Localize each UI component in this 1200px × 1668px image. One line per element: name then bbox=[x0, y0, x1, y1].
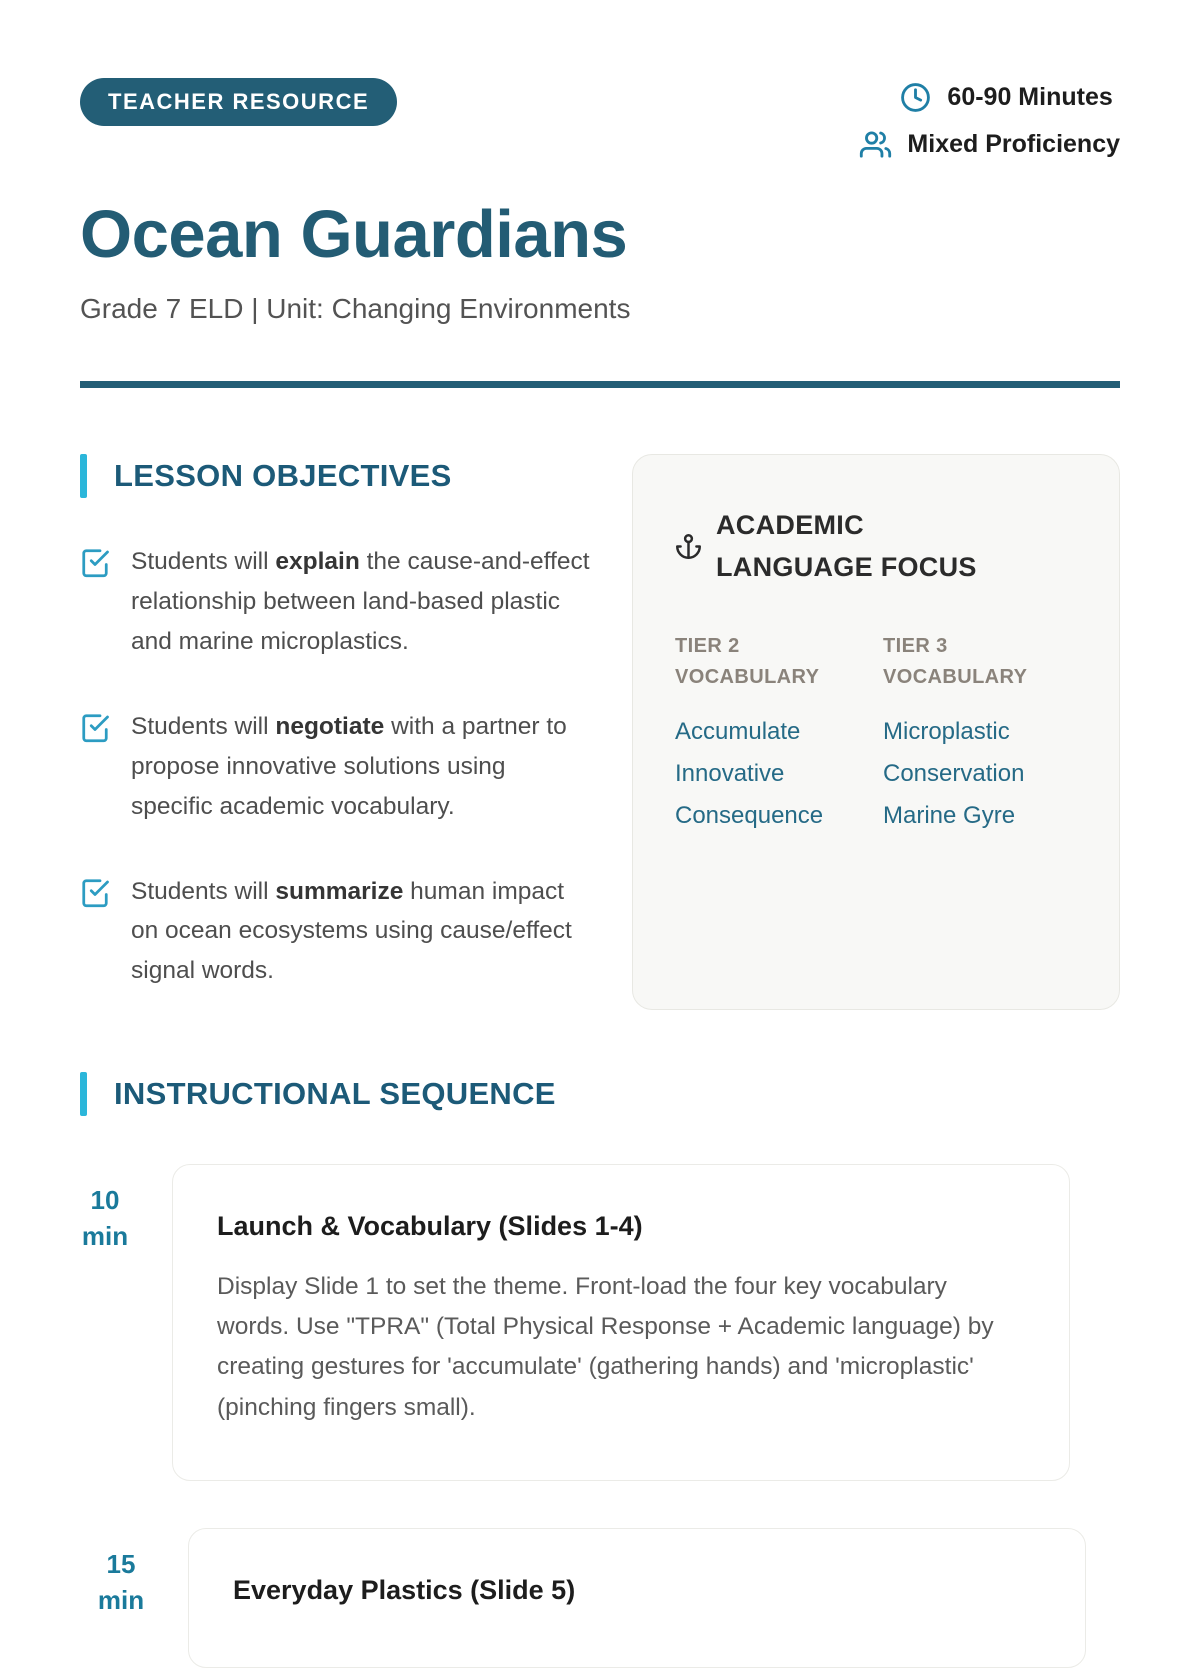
resource-type-badge: TEACHER RESOURCE bbox=[80, 78, 397, 126]
tier3-column bbox=[883, 631, 1077, 830]
objective-text bbox=[131, 542, 592, 662]
vocab-word: Consequence bbox=[675, 801, 824, 829]
objective-text-pre: Students will bbox=[131, 712, 276, 740]
objective-text bbox=[131, 707, 592, 827]
users-icon bbox=[860, 129, 891, 160]
objective-verb: explain bbox=[275, 548, 360, 575]
step-title: Launch & Vocabulary (Slides 1-4) bbox=[217, 1211, 643, 1241]
vocab-word: Marine Gyre bbox=[883, 801, 1016, 829]
objectives-heading bbox=[80, 454, 592, 498]
step-card bbox=[172, 1164, 1070, 1481]
tier2-label: TIER 2 VOCABULARY bbox=[675, 634, 820, 688]
objective-text-post: with a partner to propose innovative solutions using specific academic vocabulary. bbox=[131, 712, 567, 820]
check-square-icon bbox=[80, 712, 110, 742]
sequence-steps bbox=[80, 1164, 1120, 1668]
step-duration-value: 10 bbox=[90, 1185, 120, 1215]
step-duration bbox=[96, 1546, 146, 1668]
page-header bbox=[80, 78, 1120, 160]
tier2-word-list bbox=[675, 718, 869, 830]
step-description: Display Slide 1 to set the theme. Front-load the four key vocabulary words. Use "TPRA" (Total Physical Response + Academic language) by creating gestures for 'accumulate' (gathering hands) and 'microplastic' (pinching fingers small). bbox=[217, 1273, 994, 1421]
focus-card-header bbox=[675, 505, 1077, 589]
anchor-icon bbox=[675, 533, 702, 560]
page-subtitle: Grade 7 ELD | Unit: Changing Environments bbox=[80, 293, 631, 324]
proficiency-label: Mixed Proficiency bbox=[907, 130, 1120, 158]
sequence-step bbox=[96, 1528, 1086, 1668]
header-divider bbox=[80, 381, 1120, 388]
tier3-label: TIER 3 VOCABULARY bbox=[883, 634, 1028, 688]
step-title: Everyday Plastics (Slide 5) bbox=[233, 1574, 576, 1605]
tier2-column bbox=[675, 631, 869, 830]
objectives-heading-label: LESSON OBJECTIVES bbox=[114, 458, 452, 493]
check-square-icon bbox=[80, 877, 110, 907]
lesson-meta bbox=[900, 82, 1120, 160]
objectives-list bbox=[80, 542, 592, 991]
objective-verb: summarize bbox=[275, 877, 404, 905]
sequence-heading bbox=[80, 1072, 1120, 1116]
tier3-word-list bbox=[883, 718, 1077, 830]
page-title: Ocean Guardians bbox=[80, 197, 628, 272]
vocabulary-columns bbox=[675, 631, 1077, 830]
focus-title-line2: LANGUAGE FOCUS bbox=[716, 551, 977, 582]
sequence-heading-label: INSTRUCTIONAL SEQUENCE bbox=[114, 1076, 556, 1111]
vocab-word: Innovative bbox=[675, 759, 785, 787]
academic-language-focus-card bbox=[632, 454, 1120, 1010]
objective-text-post: human impact on ocean ecosystems using cause/effect signal words. bbox=[131, 877, 572, 985]
objectives-column bbox=[80, 454, 592, 1010]
focus-title-line1: ACADEMIC bbox=[716, 510, 864, 540]
objective-item bbox=[80, 707, 592, 827]
header-left bbox=[80, 78, 397, 126]
section-accent-bar bbox=[80, 454, 87, 498]
section-accent-bar bbox=[80, 1072, 87, 1116]
step-duration-unit: min bbox=[81, 1221, 129, 1252]
objective-item bbox=[80, 542, 592, 662]
objective-verb: negotiate bbox=[275, 712, 385, 740]
sequence-step bbox=[80, 1164, 1070, 1481]
main-content bbox=[80, 454, 1120, 1010]
proficiency-meta bbox=[860, 129, 1120, 160]
objective-item bbox=[80, 872, 592, 992]
objective-text-pre: Students will bbox=[131, 877, 276, 905]
duration-label: 60-90 Minutes bbox=[947, 83, 1113, 111]
objective-text bbox=[131, 872, 592, 992]
check-square-icon bbox=[80, 547, 110, 577]
instructional-sequence-section bbox=[80, 1072, 1120, 1668]
vocab-word: Conservation bbox=[883, 759, 1025, 787]
vocab-word: Accumulate bbox=[675, 717, 801, 745]
focus-card-title bbox=[716, 505, 977, 589]
step-duration-unit: min bbox=[97, 1585, 145, 1616]
clock-icon bbox=[900, 82, 931, 113]
step-duration-value: 15 bbox=[106, 1548, 136, 1579]
step-card bbox=[188, 1528, 1086, 1668]
objective-text-post: the cause-and-effect relationship between land-based plastic and marine microplastics. bbox=[131, 548, 590, 655]
step-duration bbox=[80, 1182, 130, 1481]
duration-meta bbox=[900, 82, 1112, 113]
vocab-word: Microplastic bbox=[883, 717, 1010, 745]
objective-text-pre: Students will bbox=[131, 548, 276, 575]
